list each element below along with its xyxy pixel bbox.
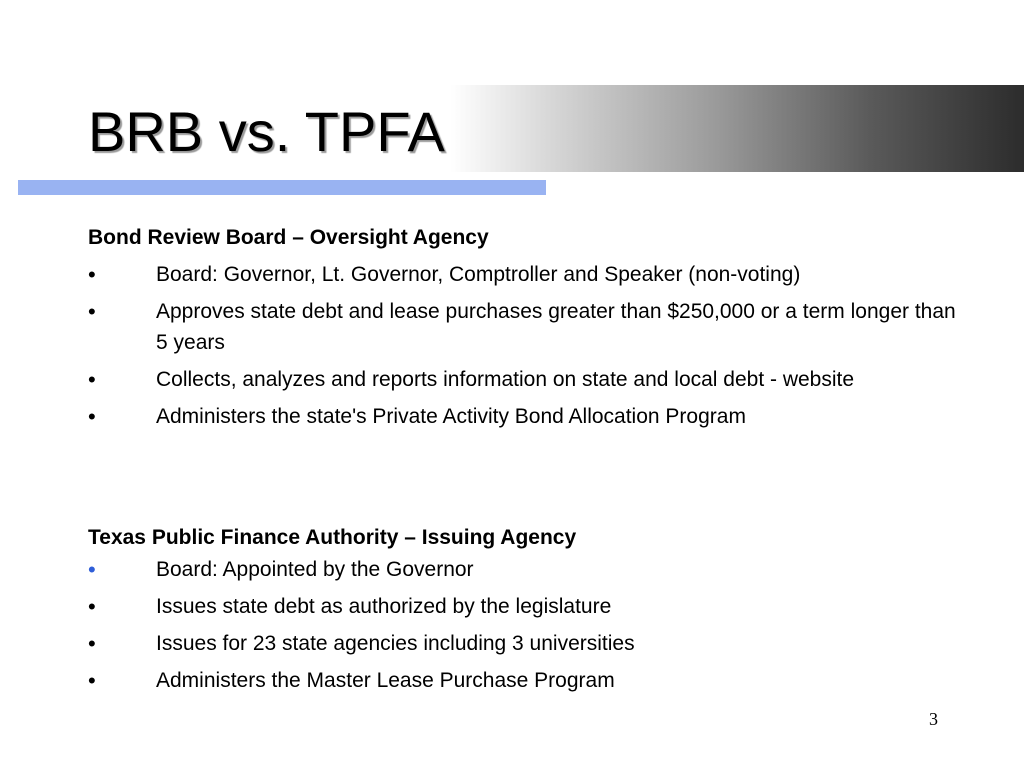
bullet-text: Collects, analyzes and reports information on state and local debt - website	[156, 368, 855, 391]
bullet-icon: •	[88, 367, 96, 392]
list-item	[88, 628, 958, 659]
list-item	[88, 665, 958, 696]
bullet-text: Administers the Master Lease Purchase Program	[156, 669, 615, 692]
bullet-text: Issues state debt as authorized by the legislature	[156, 595, 612, 618]
list-item	[88, 591, 958, 622]
list-item	[88, 364, 958, 395]
title-underline-bar	[18, 180, 546, 195]
bullet-icon: •	[88, 299, 96, 324]
bullet-icon: •	[88, 557, 96, 582]
list-item	[88, 296, 958, 358]
bullet-icon: •	[88, 668, 96, 693]
bullet-icon: •	[88, 262, 96, 287]
brb-bullet-list	[88, 259, 958, 438]
bullet-icon: •	[88, 594, 96, 619]
tpfa-bullet-list	[88, 554, 958, 702]
bullet-text: Approves state debt and lease purchases greater than $250,000 or a term longer than 5 years	[156, 300, 956, 354]
list-item	[88, 259, 958, 290]
bullet-icon: •	[88, 404, 96, 429]
bullet-text: Administers the state's Private Activity Bond Allocation Program	[156, 405, 746, 428]
list-item	[88, 554, 958, 585]
slide-title: BRB vs. TPFA	[88, 100, 445, 163]
bullet-icon: •	[88, 631, 96, 656]
list-item	[88, 401, 958, 432]
bullet-text: Board: Governor, Lt. Governor, Comptroller and Speaker (non-voting)	[156, 263, 801, 286]
section-heading-tpfa: Texas Public Finance Authority – Issuing Agency	[88, 526, 577, 549]
bullet-text: Issues for 23 state agencies including 3 universities	[156, 632, 635, 655]
section-heading-brb: Bond Review Board – Oversight Agency	[88, 226, 489, 249]
page-number: 3	[929, 709, 938, 729]
bullet-text: Board: Appointed by the Governor	[156, 558, 474, 581]
